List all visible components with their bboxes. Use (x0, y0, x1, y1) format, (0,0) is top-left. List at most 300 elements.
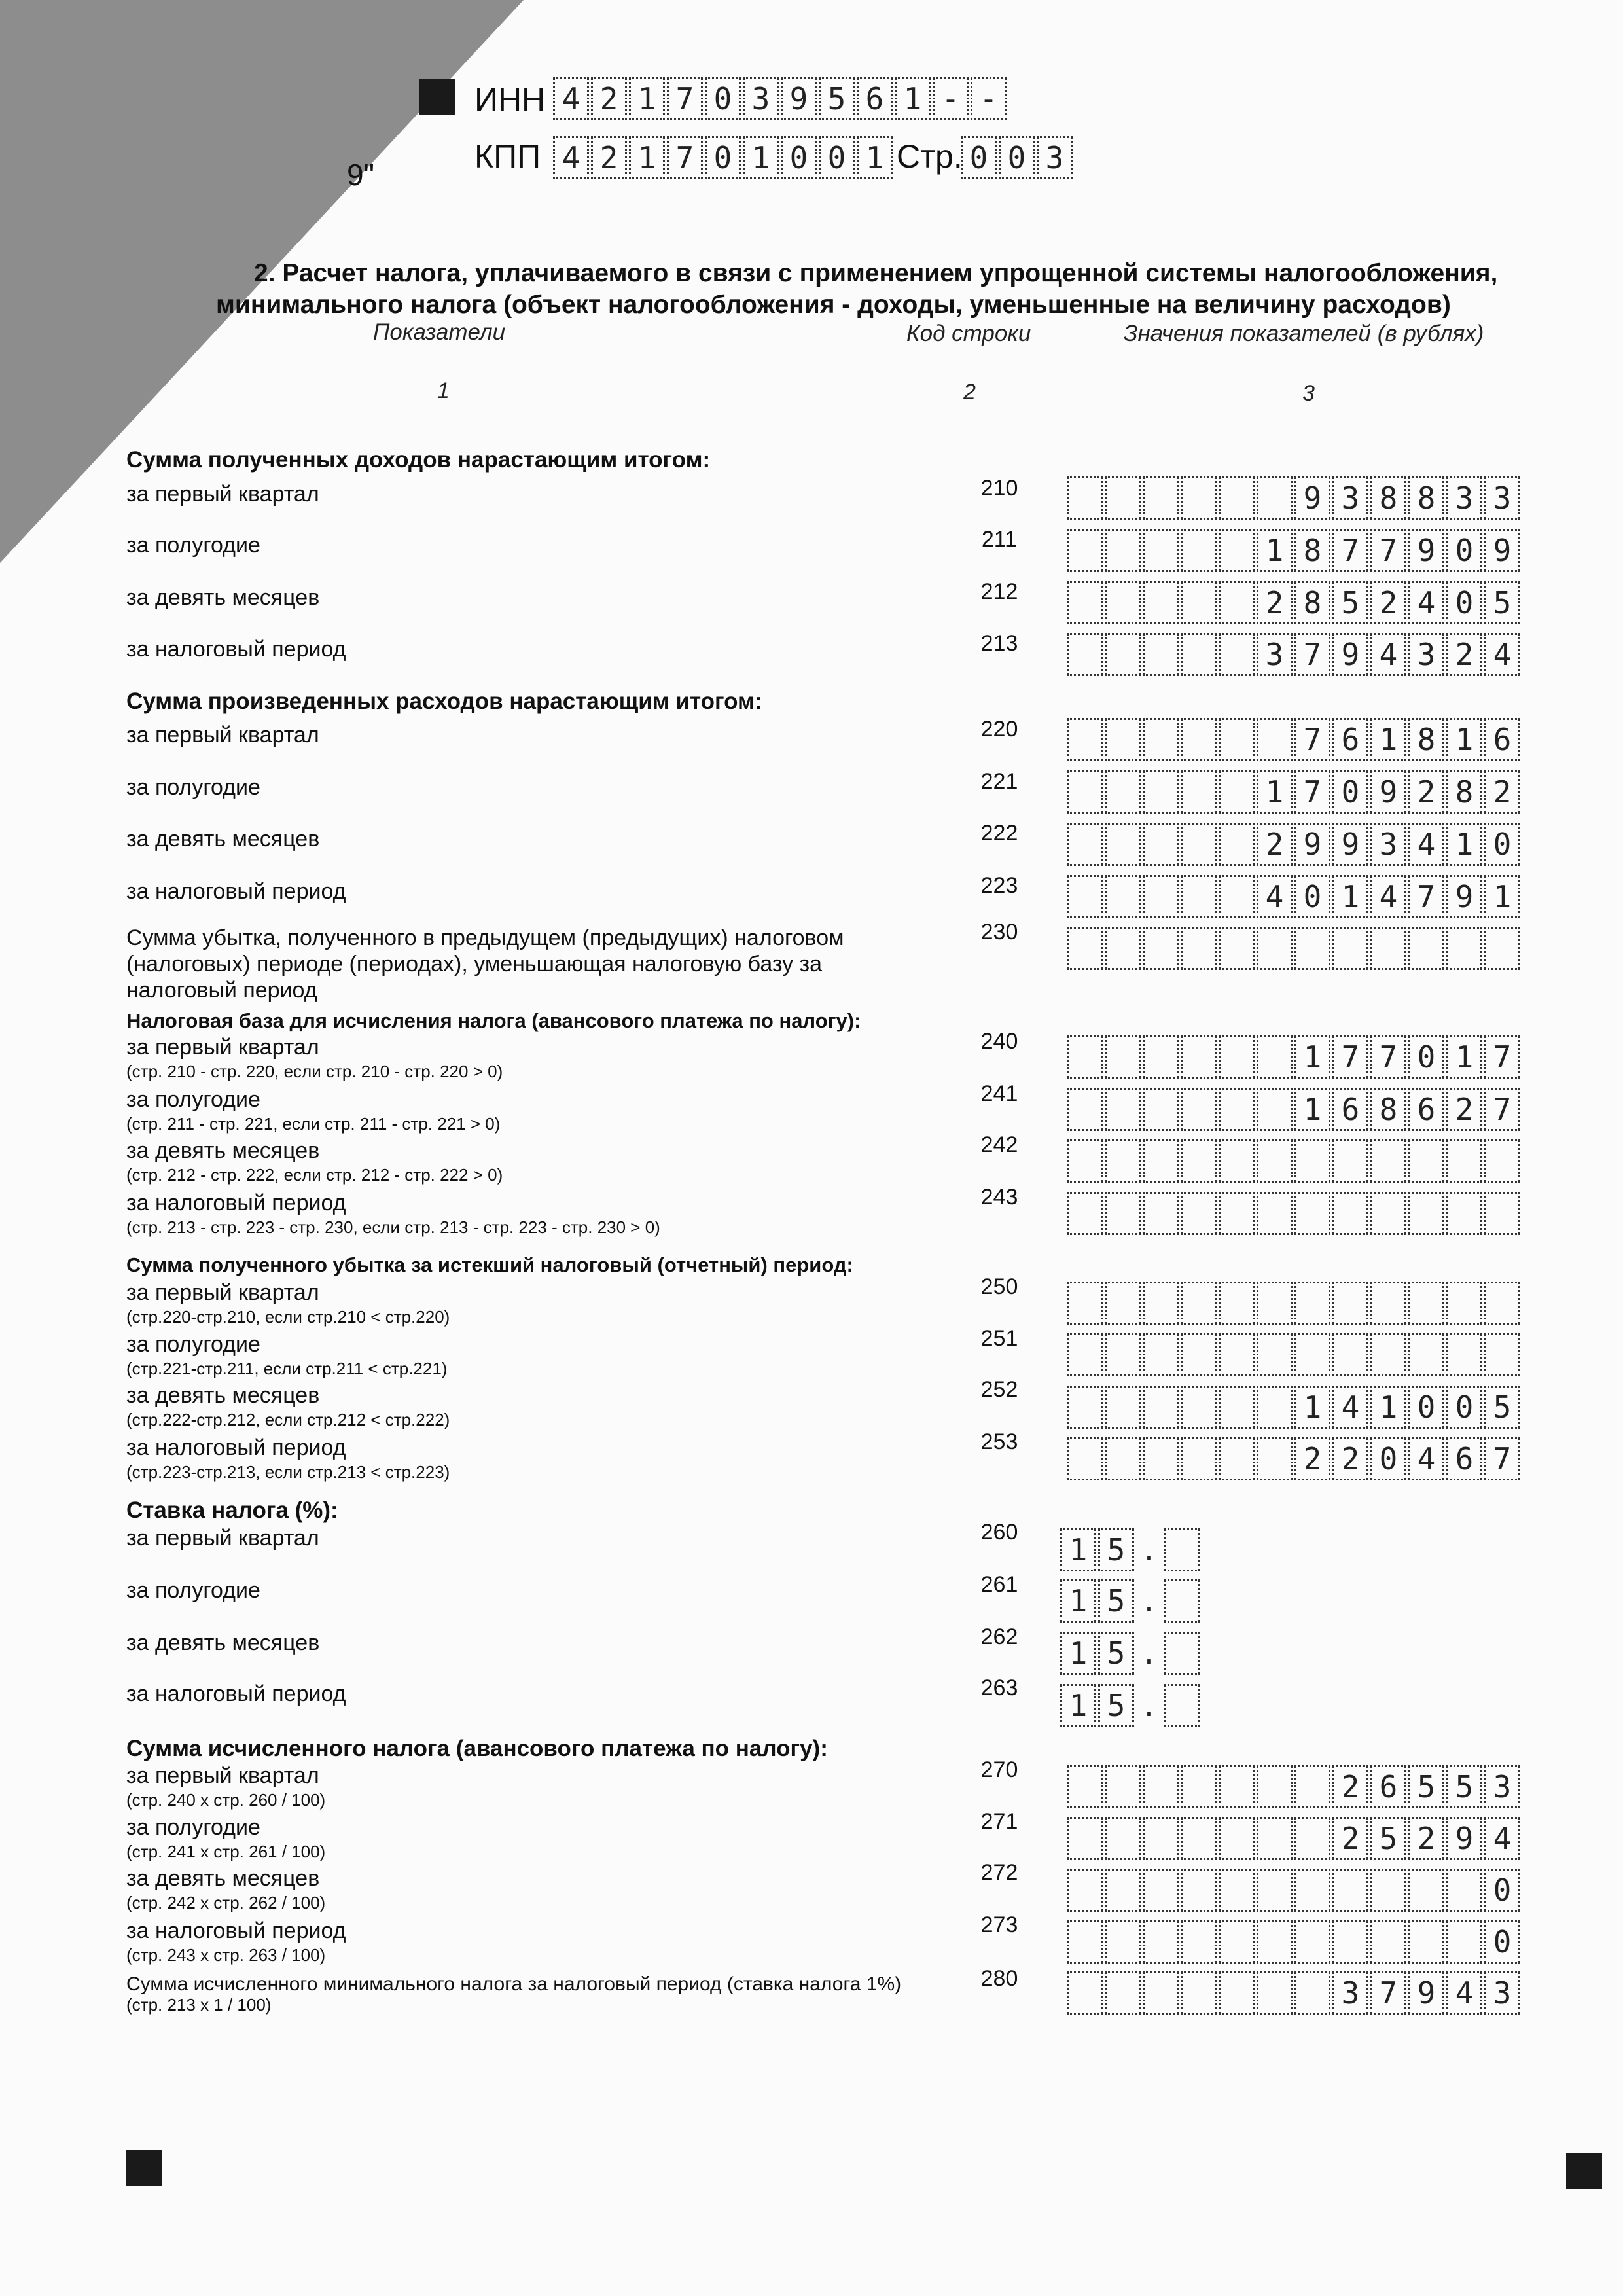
digit-cell: 4 (1408, 1437, 1444, 1480)
digit-cell (1408, 1333, 1444, 1376)
digit-cell: 8 (1370, 1088, 1406, 1131)
digit-cell: 3 (1332, 1971, 1368, 2015)
digit-cell (1294, 1765, 1330, 1808)
row-code-242: 242 (980, 1132, 1018, 1157)
digit-cell (1067, 1920, 1103, 1964)
row-value-270 (1067, 1765, 1522, 1808)
digit-cell (1332, 1192, 1368, 1235)
digit-cell (1105, 823, 1141, 866)
digit-cell (1105, 581, 1141, 624)
digit-cell (1143, 1920, 1179, 1964)
digit-cell: 4 (1408, 581, 1444, 624)
digit-cell: 6 (1332, 1088, 1368, 1131)
digit-cell (1219, 1971, 1255, 2015)
row-note-273: (стр. 243 х стр. 263 / 100) (126, 1945, 326, 1965)
digit-cell: 7 (1332, 529, 1368, 572)
digit-cell: 0 (1332, 770, 1368, 814)
row-code-250: 250 (980, 1274, 1018, 1299)
digit-cell (1181, 927, 1217, 970)
digit-cell: 0 (1484, 1920, 1520, 1964)
digit-cell: 1 (1257, 529, 1293, 572)
digit-cell: - (933, 77, 969, 120)
digit-cell (1181, 1139, 1217, 1183)
digit-cell: 0 (1484, 823, 1520, 866)
digit-cell: 0 (999, 136, 1035, 179)
digit-cell (1181, 1386, 1217, 1429)
section-tax-amount: Сумма исчисленного налога (авансового платежа по налогу): (126, 1736, 828, 1761)
digit-cell (1105, 1139, 1141, 1183)
digit-cell (1446, 1139, 1482, 1183)
row-label-241: за полугодие (126, 1087, 260, 1112)
row-label-210: за первый квартал (126, 482, 319, 507)
digit-cell: 7 (1332, 1035, 1368, 1079)
digit-cell: 2 (1408, 1817, 1444, 1860)
digit-cell (1143, 718, 1179, 761)
row-value-273 (1067, 1920, 1522, 1964)
digit-cell: 4 (553, 136, 589, 179)
digit-cell (1105, 770, 1141, 814)
digit-cell (1219, 476, 1255, 520)
digit-cell: 7 (667, 136, 703, 179)
digit-cell: 6 (1484, 718, 1520, 761)
digit-cell: 2 (591, 136, 627, 179)
digit-cell (1370, 1282, 1406, 1325)
digit-cell (1370, 1139, 1406, 1183)
digit-cell (1370, 1869, 1406, 1912)
row-label-261: за полугодие (126, 1578, 260, 1603)
digit-cell: 1 (1294, 1035, 1330, 1079)
digit-cell: 3 (743, 77, 779, 120)
digit-cell: 2 (1332, 1817, 1368, 1860)
digit-cell: 5 (1098, 1579, 1134, 1623)
digit-cell: 5 (1446, 1765, 1482, 1808)
section-expenses: Сумма произведенных расходов нарастающим итогом: (126, 689, 762, 714)
digit-cell (1219, 1192, 1255, 1235)
digit-cell (1219, 633, 1255, 676)
digit-cell: 1 (1294, 1386, 1330, 1429)
digit-cell (1067, 875, 1103, 918)
digit-cell: 0 (1408, 1035, 1444, 1079)
digit-cell: 8 (1294, 529, 1330, 572)
digit-cell: 5 (1370, 1817, 1406, 1860)
digit-cell (1257, 1282, 1293, 1325)
digit-cell: 8 (1408, 476, 1444, 520)
digit-cell (1067, 1333, 1103, 1376)
row-label-230: Сумма убытка, полученного в предыдущем (предыдущих) налоговом (налоговых) периоде (периодах), уменьшающая налоговую базу за налоговый период (126, 925, 844, 1003)
row-code-273: 273 (980, 1912, 1018, 1937)
digit-cell (1332, 927, 1368, 970)
digit-cell: 0 (819, 136, 855, 179)
col-number-2: 2 (963, 380, 976, 404)
digit-cell (1408, 1920, 1444, 1964)
digit-cell: 4 (1484, 1817, 1520, 1860)
digit-cell (1257, 1920, 1293, 1964)
row-label-211: за полугодие (126, 533, 260, 558)
row-code-261: 261 (980, 1572, 1018, 1597)
digit-cell (1294, 1333, 1330, 1376)
row-code-221: 221 (980, 769, 1018, 794)
digit-cell: 0 (705, 136, 741, 179)
row-value-250 (1067, 1282, 1522, 1325)
digit-cell (1446, 1333, 1482, 1376)
row-value-212 (1067, 581, 1522, 624)
row-note-242: (стр. 212 - стр. 222, если стр. 212 - стр. 222 > 0) (126, 1165, 503, 1185)
kpp-label: КПП (474, 138, 541, 175)
row-code-212: 212 (980, 579, 1018, 604)
digit-cell: 6 (1370, 1765, 1406, 1808)
row-value-223 (1067, 875, 1522, 918)
digit-cell: 0 (1408, 1386, 1444, 1429)
digit-cell (1219, 718, 1255, 761)
digit-cell: 0 (1446, 529, 1482, 572)
inn-label: ИНН (474, 81, 546, 118)
row-value-262 (1060, 1632, 1202, 1675)
digit-cell: 5 (1332, 581, 1368, 624)
digit-cell: 7 (1370, 529, 1406, 572)
digit-cell: 6 (1332, 718, 1368, 761)
section-title-line1: 2. Расчет налога, уплачиваемого в связи с применением упрощенной системы налогообложения, (254, 259, 1498, 287)
row-note-280: (стр. 213 х 1 / 100) (126, 1995, 272, 2015)
digit-cell: 7 (1484, 1437, 1520, 1480)
digit-cell: 1 (1060, 1684, 1096, 1727)
digit-cell (1181, 1192, 1217, 1235)
digit-cell (1257, 1035, 1293, 1079)
digit-cell (1067, 1386, 1103, 1429)
digit-cell: 5 (1098, 1528, 1134, 1571)
digit-cell (1067, 718, 1103, 761)
digit-cell (1143, 875, 1179, 918)
row-label-270: за первый квартал (126, 1763, 319, 1788)
row-value-280 (1067, 1971, 1522, 2015)
digit-cell (1105, 1088, 1141, 1131)
digit-cell (1067, 927, 1103, 970)
digit-cell (1143, 770, 1179, 814)
row-value-271 (1067, 1817, 1522, 1860)
digit-cell: 7 (1294, 718, 1330, 761)
digit-cell (1219, 529, 1255, 572)
row-code-271: 271 (980, 1809, 1018, 1834)
row-value-221 (1067, 770, 1522, 814)
digit-cell: 4 (1446, 1971, 1482, 2015)
digit-cell: 3 (1037, 136, 1073, 179)
digit-cell (1181, 633, 1217, 676)
digit-cell (1181, 1282, 1217, 1325)
row-code-222: 222 (980, 821, 1018, 846)
digit-cell (1370, 1333, 1406, 1376)
digit-cell (1143, 1035, 1179, 1079)
row-value-240 (1067, 1035, 1522, 1079)
row-code-260: 260 (980, 1520, 1018, 1545)
digit-cell (1257, 1192, 1293, 1235)
digit-cell (1181, 718, 1217, 761)
digit-cell (1219, 1437, 1255, 1480)
digit-cell (1181, 1920, 1217, 1964)
row-note-240: (стр. 210 - стр. 220, если стр. 210 - стр. 220 > 0) (126, 1062, 503, 1081)
row-label-271: за полугодие (126, 1815, 260, 1840)
digit-cell (1219, 1869, 1255, 1912)
digit-cell (1484, 1192, 1520, 1235)
digit-cell (1067, 1765, 1103, 1808)
digit-cell: - (971, 77, 1007, 120)
row-note-272: (стр. 242 х стр. 262 / 100) (126, 1893, 326, 1912)
digit-cell (1067, 1192, 1103, 1235)
digit-cell (1332, 1333, 1368, 1376)
digit-cell (1105, 927, 1141, 970)
digit-cell (1219, 1088, 1255, 1131)
digit-cell (1181, 529, 1217, 572)
digit-cell (1181, 1971, 1217, 2015)
digit-cell: 2 (1294, 1437, 1330, 1480)
digit-cell (1143, 529, 1179, 572)
digit-cell (1105, 1333, 1141, 1376)
digit-cell (1294, 1920, 1330, 1964)
digit-cell (1257, 1088, 1293, 1131)
digit-cell (1257, 1139, 1293, 1183)
digit-cell: 3 (1332, 476, 1368, 520)
row-value-243 (1067, 1192, 1522, 1235)
row-code-213: 213 (980, 631, 1018, 656)
row-note-250: (стр.220-стр.210, если стр.210 < стр.220) (126, 1307, 450, 1327)
digit-cell (1219, 1386, 1255, 1429)
digit-cell: 1 (1060, 1528, 1096, 1571)
digit-cell (1294, 1817, 1330, 1860)
page-label: Стр. (897, 138, 963, 175)
digit-cell (1219, 1920, 1255, 1964)
digit-cell: 8 (1370, 476, 1406, 520)
digit-cell: 4 (1370, 633, 1406, 676)
digit-cell (1181, 823, 1217, 866)
digit-cell (1143, 1139, 1179, 1183)
digit-cell (1067, 1139, 1103, 1183)
digit-cell (1143, 1088, 1179, 1131)
digit-cell (1105, 1920, 1141, 1964)
row-label-222: за девять месяцев (126, 827, 320, 852)
digit-cell: 5 (1484, 1386, 1520, 1429)
row-note-271: (стр. 241 х стр. 261 / 100) (126, 1842, 326, 1861)
row-value-242 (1067, 1139, 1522, 1183)
digit-cell (1105, 476, 1141, 520)
digit-cell (1143, 1869, 1179, 1912)
digit-cell (1332, 1139, 1368, 1183)
digit-cell (1181, 1437, 1217, 1480)
digit-cell: 1 (743, 136, 779, 179)
digit-cell (1257, 1333, 1293, 1376)
digit-cell (1143, 581, 1179, 624)
bottom-right-marker (1566, 2153, 1602, 2189)
digit-cell (1219, 1817, 1255, 1860)
digit-cell (1370, 1920, 1406, 1964)
row-code-220: 220 (980, 717, 1018, 742)
digit-cell (1332, 1282, 1368, 1325)
section-loss: Сумма полученного убытка за истекший налоговый (отчетный) период: (126, 1253, 853, 1276)
digit-cell: 9 (1332, 633, 1368, 676)
header-marker (419, 79, 455, 115)
digit-cell: 1 (1446, 1035, 1482, 1079)
digit-cell (1181, 1765, 1217, 1808)
digit-cell (1067, 476, 1103, 520)
digit-cell (1332, 1920, 1368, 1964)
digit-cell: 4 (1408, 823, 1444, 866)
digit-cell (1446, 1920, 1482, 1964)
digit-cell (1219, 1282, 1255, 1325)
decimal-point: . (1140, 1636, 1158, 1671)
digit-cell (1067, 1817, 1103, 1860)
row-code-252: 252 (980, 1377, 1018, 1402)
digit-cell (1105, 1386, 1141, 1429)
digit-cell (1370, 927, 1406, 970)
digit-cell (1294, 1139, 1330, 1183)
digit-cell: 9 (1370, 770, 1406, 814)
digit-cell (1257, 1817, 1293, 1860)
digit-cell: 2 (1257, 823, 1293, 866)
row-value-211 (1067, 529, 1522, 572)
digit-cell (1181, 1817, 1217, 1860)
digit-cell (1143, 633, 1179, 676)
digit-cell: 3 (1257, 633, 1293, 676)
digit-cell (1067, 581, 1103, 624)
row-label-263: за налоговый период (126, 1681, 346, 1706)
row-code-223: 223 (980, 873, 1018, 898)
row-code-240: 240 (980, 1029, 1018, 1054)
digit-cell: 5 (1098, 1684, 1134, 1727)
digit-cell (1219, 927, 1255, 970)
row-code-280: 280 (980, 1966, 1018, 1991)
digit-cell (1257, 1971, 1293, 2015)
digit-cell (1446, 1282, 1482, 1325)
digit-cell (1257, 927, 1293, 970)
digit-cell (1219, 1333, 1255, 1376)
row-label-240: за первый квартал (126, 1035, 319, 1060)
digit-cell: 5 (1408, 1765, 1444, 1808)
digit-cell: 9 (1294, 476, 1330, 520)
digit-cell (1257, 1437, 1293, 1480)
digit-cell: 1 (1370, 1386, 1406, 1429)
digit-cell (1181, 476, 1217, 520)
digit-cell (1067, 1282, 1103, 1325)
digit-cell: 2 (591, 77, 627, 120)
decimal-point: . (1140, 1583, 1158, 1619)
digit-cell: 1 (629, 77, 665, 120)
digit-cell (1105, 1817, 1141, 1860)
digit-cell (1143, 1971, 1179, 2015)
row-label-212: за девять месяцев (126, 585, 320, 610)
digit-cell: 1 (1060, 1579, 1096, 1623)
row-label-273: за налоговый период (126, 1918, 346, 1943)
corner-fragment: 9" (347, 158, 374, 192)
digit-cell: 9 (1484, 529, 1520, 572)
row-note-270: (стр. 240 х стр. 260 / 100) (126, 1790, 326, 1810)
digit-cell (1446, 1192, 1482, 1235)
digit-cell (1143, 1333, 1179, 1376)
digit-cell: 6 (1446, 1437, 1482, 1480)
row-value-210 (1067, 476, 1522, 520)
digit-cell (1067, 1088, 1103, 1131)
row-value-261 (1060, 1579, 1202, 1623)
digit-cell: 0 (1294, 875, 1330, 918)
digit-cell: 0 (1370, 1437, 1406, 1480)
digit-cell (1294, 1869, 1330, 1912)
digit-cell: 6 (857, 77, 893, 120)
digit-cell (1219, 581, 1255, 624)
digit-cell (1484, 1139, 1520, 1183)
digit-cell (1105, 1869, 1141, 1912)
digit-cell (1067, 770, 1103, 814)
row-value-263 (1060, 1684, 1202, 1727)
digit-cell: 1 (1294, 1088, 1330, 1131)
row-code-270: 270 (980, 1757, 1018, 1782)
digit-cell: 3 (1484, 1971, 1520, 2015)
digit-cell (1257, 718, 1293, 761)
digit-cell (1181, 1088, 1217, 1131)
digit-cell (1219, 1139, 1255, 1183)
digit-cell (1181, 1869, 1217, 1912)
digit-cell (1105, 529, 1141, 572)
digit-cell: 4 (1332, 1386, 1368, 1429)
digit-cell (1257, 1386, 1293, 1429)
digit-cell: 9 (1446, 875, 1482, 918)
section-tax-rate: Ставка налога (%): (126, 1498, 338, 1523)
digit-cell: 7 (667, 77, 703, 120)
digit-cell: 2 (1484, 770, 1520, 814)
col-header-code: Код строки (906, 321, 1031, 346)
digit-cell (1257, 476, 1293, 520)
digit-cell: 7 (1370, 1035, 1406, 1079)
digit-cell: 2 (1332, 1765, 1368, 1808)
digit-cell: 1 (857, 136, 893, 179)
bottom-left-marker (126, 2150, 162, 2186)
digit-cell (1294, 927, 1330, 970)
digit-cell (1446, 1869, 1482, 1912)
row-label-251: за полугодие (126, 1332, 260, 1357)
digit-cell (1143, 1817, 1179, 1860)
digit-cell: 0 (1484, 1869, 1520, 1912)
row-code-262: 262 (980, 1624, 1018, 1649)
digit-cell: 3 (1446, 476, 1482, 520)
page-cells (961, 136, 1075, 179)
row-value-241 (1067, 1088, 1522, 1131)
row-label-223: за налоговый период (126, 879, 346, 904)
digit-cell: 2 (1446, 1088, 1482, 1131)
row-value-251 (1067, 1333, 1522, 1376)
digit-cell: 5 (819, 77, 855, 120)
digit-cell (1164, 1579, 1200, 1623)
digit-cell (1143, 927, 1179, 970)
digit-cell: 9 (781, 77, 817, 120)
digit-cell: 1 (629, 136, 665, 179)
digit-cell: 0 (705, 77, 741, 120)
digit-cell (1143, 1386, 1179, 1429)
digit-cell (1446, 927, 1482, 970)
digit-cell (1219, 770, 1255, 814)
row-code-263: 263 (980, 1676, 1018, 1700)
digit-cell: 6 (1408, 1088, 1444, 1131)
digit-cell (1105, 633, 1141, 676)
digit-cell (1181, 770, 1217, 814)
digit-cell (1105, 1971, 1141, 2015)
kpp-cells (553, 136, 895, 179)
decimal-point: . (1140, 1532, 1158, 1568)
row-code-243: 243 (980, 1185, 1018, 1210)
digit-cell: 7 (1294, 633, 1330, 676)
digit-cell: 5 (1098, 1632, 1134, 1675)
digit-cell: 3 (1370, 823, 1406, 866)
digit-cell (1370, 1192, 1406, 1235)
row-label-213: за налоговый период (126, 637, 346, 662)
digit-cell (1408, 1139, 1444, 1183)
digit-cell: 4 (553, 77, 589, 120)
section-tax-base: Налоговая база для исчисления налога (авансового платежа по налогу): (126, 1009, 861, 1032)
digit-cell: 9 (1408, 529, 1444, 572)
